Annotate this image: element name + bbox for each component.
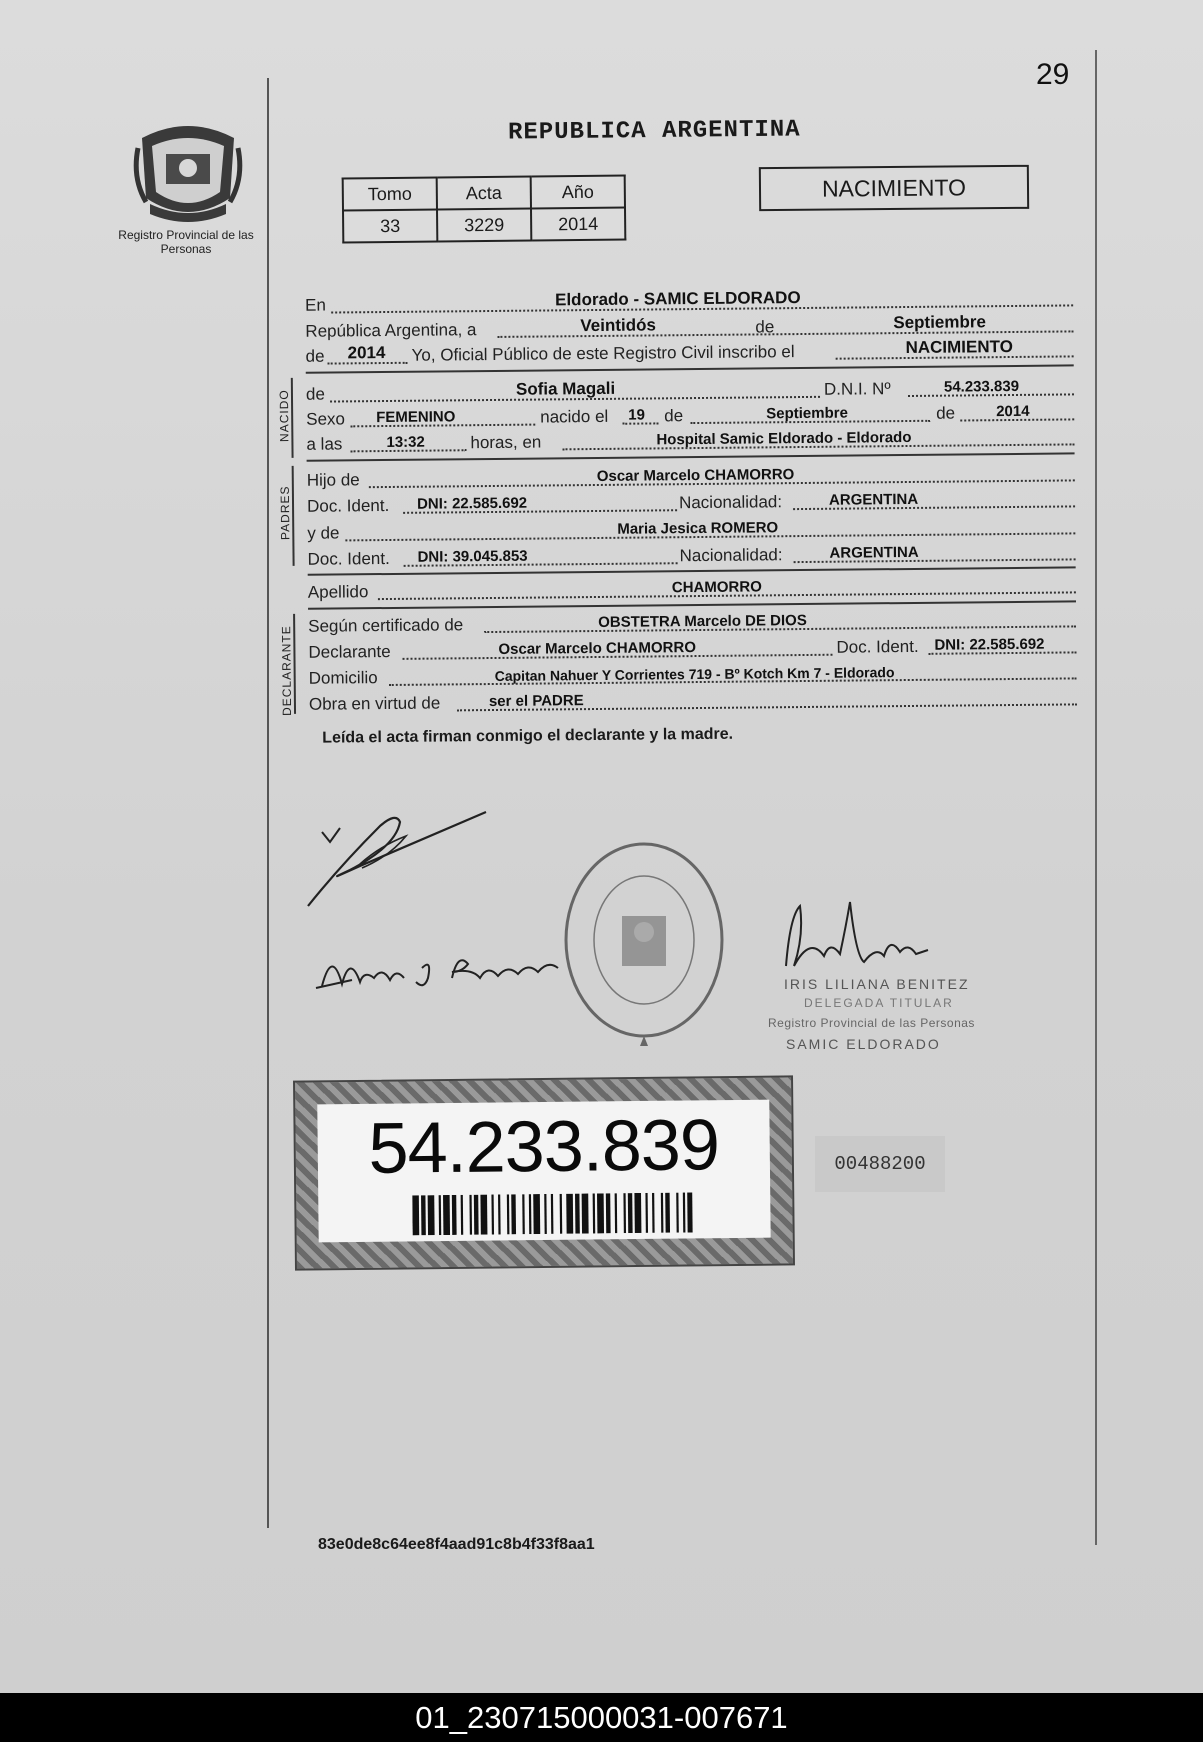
- label-a-las: a las: [306, 434, 343, 454]
- barcode-bar: [498, 1194, 501, 1234]
- label-nacionalidad: Nacionalidad:: [678, 492, 783, 513]
- barcode-bar: [615, 1193, 618, 1233]
- barcode-bar: [652, 1193, 655, 1233]
- dni-number-large: 54.233.839: [368, 1105, 720, 1189]
- value-madre-doc: DNI: 39.045.853: [417, 547, 528, 566]
- mother-signature: [312, 938, 562, 998]
- value-tipo: NACIMIENTO: [905, 336, 1013, 358]
- officer-stamp-name: IRIS LILIANA BENITEZ: [784, 976, 970, 992]
- registry-seal-stamp: [560, 836, 728, 1054]
- label-de: de: [936, 403, 956, 423]
- value-declarante-doc: DNI: 22.585.692: [934, 635, 1045, 654]
- table-value-acta: 3229: [437, 209, 531, 242]
- table-value-tomo: 33: [343, 209, 437, 242]
- value-lugar-registro: Eldorado - SAMIC ELDORADO: [554, 288, 801, 310]
- label-de: de: [305, 384, 325, 404]
- label-horas-en: horas, en: [470, 432, 542, 453]
- value-anio: 2014: [347, 343, 386, 363]
- label-domicilio: Domicilio: [308, 668, 378, 688]
- barcode-bar: [428, 1195, 435, 1235]
- label-oficial: Yo, Oficial Público de este Registro Civil inscribo el: [411, 342, 795, 365]
- label-apellido: Apellido: [307, 582, 369, 602]
- barcode-bar: [529, 1194, 532, 1234]
- label-declarante: Declarante: [308, 641, 391, 662]
- label-nacido-el: nacido el: [540, 406, 609, 427]
- barcode-bar: [474, 1195, 479, 1235]
- section-label-padres: PADRES: [277, 485, 293, 541]
- document-hash: 83e0de8c64ee8f4aad91c8b4f33f8aa1: [318, 1536, 595, 1553]
- barcode-bar: [452, 1195, 457, 1235]
- barcode-bar: [560, 1194, 563, 1234]
- barcode-bar: [606, 1193, 611, 1233]
- file-id-footer: 01_230715000031-007671: [0, 1693, 1203, 1742]
- value-sexo: FEMENINO: [376, 408, 456, 427]
- barcode-bar: [623, 1193, 626, 1233]
- label-dni: D.N.I. Nº: [823, 379, 891, 399]
- barcode: [412, 1192, 692, 1235]
- document-title: REPUBLICA ARGENTINA: [507, 116, 801, 147]
- barcode-bar: [507, 1194, 510, 1234]
- serial-number: 00488200: [815, 1136, 945, 1192]
- barcode-bar: [491, 1195, 494, 1235]
- value-domicilio: Capitan Nahuer Y Corrientes 719 - Bº Kotch Km 7 - Eldorado: [494, 664, 895, 684]
- barcode-bar: [533, 1194, 540, 1234]
- value-mes-nacimiento: Septiembre: [766, 404, 848, 423]
- card-inner: [317, 1100, 770, 1243]
- value-dia: 19: [628, 406, 645, 424]
- barcode-bar: [551, 1194, 554, 1234]
- barcode-bar: [645, 1193, 648, 1233]
- label-doc-ident: Doc. Ident.: [836, 636, 919, 657]
- label-doc-ident: Doc. Ident.: [306, 495, 390, 516]
- value-padre-nacionalidad: ARGENTINA: [828, 490, 919, 509]
- value-padre-doc: DNI: 22.585.692: [416, 494, 528, 513]
- value-dni: 54.233.839: [943, 377, 1020, 396]
- barcode-bar: [443, 1195, 450, 1235]
- section-bar: [291, 378, 294, 458]
- label-de: de: [755, 317, 775, 337]
- barcode-bar: [634, 1193, 641, 1233]
- officer-stamp-role: DELEGADA TITULAR: [804, 996, 954, 1010]
- table-header-tomo: Tomo: [343, 177, 437, 210]
- page-number: 29: [1036, 58, 1070, 91]
- value-certificado: OBSTETRA Marcelo DE DIOS: [598, 611, 807, 631]
- barcode-bar: [439, 1195, 442, 1235]
- declarant-signature: [300, 806, 490, 916]
- value-mes: Septiembre: [893, 312, 986, 333]
- barcode-bar: [480, 1195, 487, 1235]
- closing-statement: Leída el acta firman conmigo el declarante y la madre.: [322, 725, 734, 747]
- value-lugar-nacimiento: Hospital Samic Eldorado - Eldorado: [656, 428, 912, 449]
- row-apellido: [308, 570, 1076, 603]
- label-en: En: [305, 295, 326, 315]
- barcode-bar: [511, 1194, 516, 1234]
- table-header-acta: Acta: [437, 177, 531, 210]
- barcode-bar: [421, 1195, 426, 1235]
- section-label-declarante: DECLARANTE: [279, 625, 295, 717]
- barcode-bar: [566, 1194, 573, 1234]
- table-header-anio: Año: [531, 176, 625, 209]
- value-madre-nacionalidad: ARGENTINA: [829, 543, 919, 562]
- barcode-bar: [676, 1193, 679, 1233]
- barcode-bar: [597, 1193, 604, 1233]
- label-doc-ident: Doc. Ident.: [307, 548, 390, 569]
- barcode-bar: [412, 1195, 419, 1235]
- value-declarante: Oscar Marcelo CHAMORRO: [498, 639, 697, 658]
- label-republica: República Argentina, a: [305, 320, 477, 341]
- barcode-bar: [461, 1195, 464, 1235]
- officer-stamp-registro: Registro Provincial de las Personas: [768, 1016, 975, 1030]
- barcode-bar: [665, 1193, 670, 1233]
- label-segun-certificado: Según certificado de: [308, 615, 464, 636]
- value-anio-nacimiento: 2014: [996, 402, 1030, 421]
- officer-stamp-samic: SAMIC ELDORADO: [786, 1036, 941, 1052]
- label-de: de: [305, 346, 325, 366]
- barcode-bar: [593, 1193, 596, 1233]
- barcode-bar: [575, 1194, 580, 1234]
- label-hijo-de: Hijo de: [306, 470, 360, 490]
- barcode-bar: [661, 1193, 664, 1233]
- value-obra: ser el PADRE: [488, 692, 584, 711]
- value-nombre: Sofia Magali: [515, 378, 616, 399]
- label-y-de: y de: [307, 523, 340, 543]
- value-padre: Oscar Marcelo CHAMORRO: [596, 466, 795, 485]
- value-dia-letras: Veintidós: [580, 315, 656, 336]
- officer-signature: [780, 896, 930, 976]
- registro-provincial-label: Registro Provincial de las Personas: [118, 228, 254, 256]
- value-apellido: CHAMORRO: [671, 578, 762, 597]
- barcode-bar: [683, 1193, 686, 1233]
- dni-barcode-card: [293, 1075, 795, 1270]
- label-sexo: Sexo: [306, 409, 346, 429]
- barcode-bar: [628, 1193, 633, 1233]
- value-madre: Maria Jesica ROMERO: [617, 519, 779, 538]
- value-hora: 13:32: [386, 433, 425, 452]
- record-type-box: NACIMIENTO: [759, 165, 1029, 211]
- label-obra-en-virtud: Obra en virtud de: [308, 693, 441, 714]
- barcode-bar: [687, 1192, 692, 1232]
- section-label-nacido: NACIDO: [276, 389, 292, 443]
- label-nacionalidad: Nacionalidad:: [679, 545, 783, 566]
- table-value-anio: 2014: [531, 208, 625, 241]
- barcode-bar: [582, 1194, 589, 1234]
- label-de: de: [664, 406, 684, 426]
- barcode-bar: [469, 1195, 472, 1235]
- barcode-bar: [544, 1194, 547, 1234]
- barcode-bar: [522, 1194, 525, 1234]
